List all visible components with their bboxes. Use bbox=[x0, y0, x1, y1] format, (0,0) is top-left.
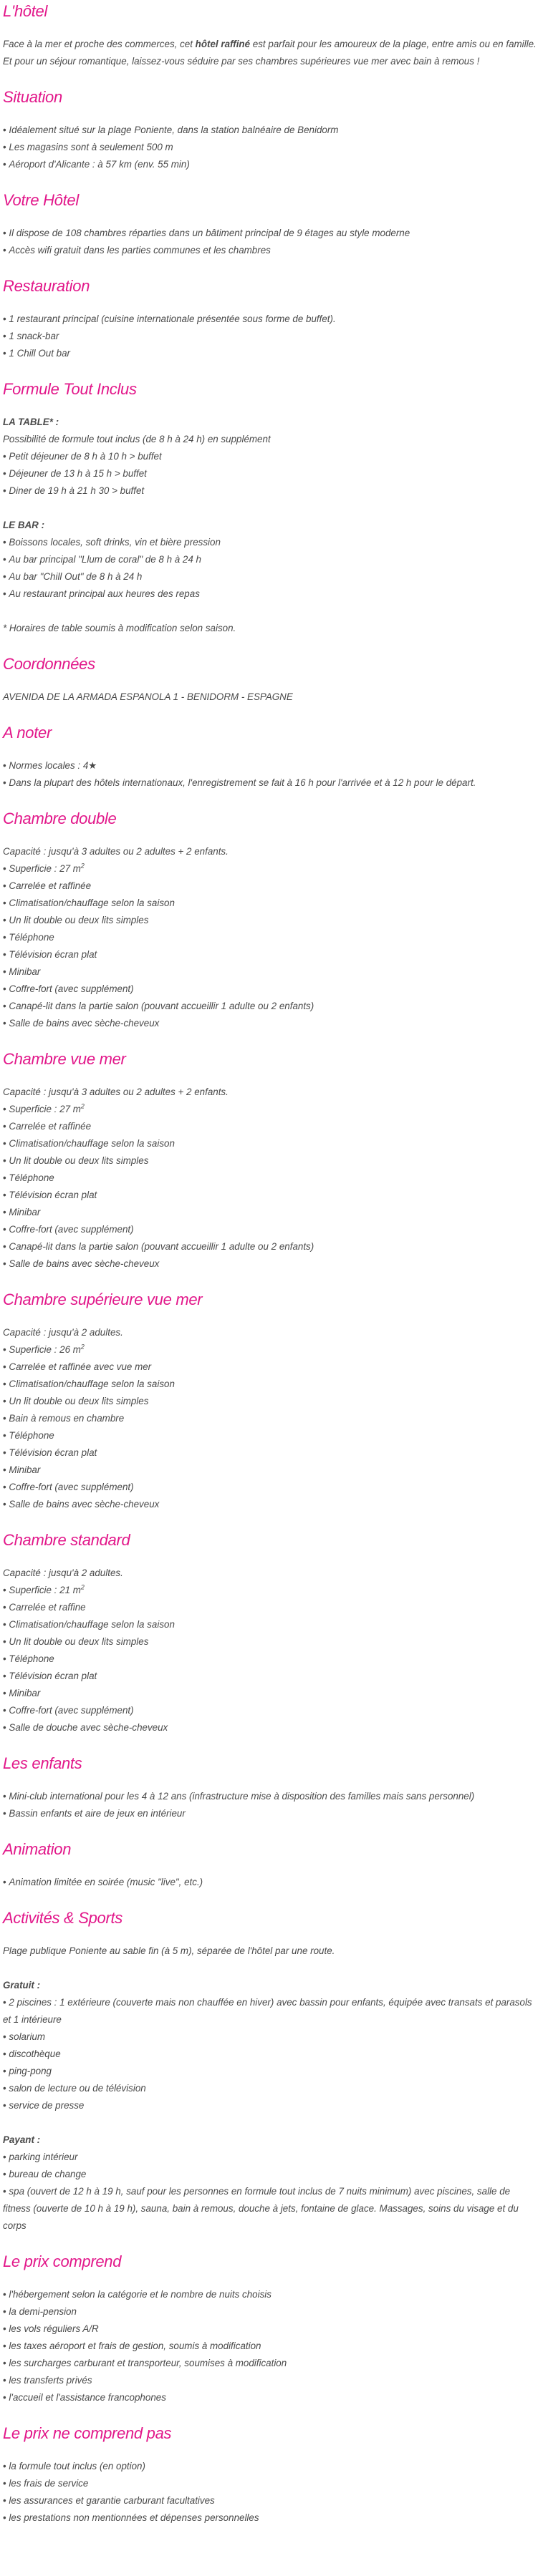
room-capacity: Capacité : jusqu'à 3 adultes ou 2 adultes + 2 enfants. bbox=[3, 846, 229, 857]
list-item: • parking intérieur bbox=[3, 2149, 540, 2166]
list-item: • Climatisation/chauffage selon la saison bbox=[3, 1376, 540, 1393]
formule-bar-list bbox=[3, 534, 540, 603]
list-item: • Coffre-fort (avec supplément) bbox=[3, 1702, 540, 1719]
formule-table-list bbox=[3, 448, 540, 500]
section-animation bbox=[3, 1839, 540, 1891]
list-item: • Bassin enfants et aire de jeux en intérieur bbox=[3, 1805, 540, 1822]
list-item: • ping-pong bbox=[3, 2063, 540, 2080]
room-features-list bbox=[3, 860, 540, 878]
list-item: • spa (ouvert de 12 h à 19 h, sauf pour les personnes en formule tout inclus de 7 nuits minimum) avec piscines, salle de fitness (ouverte de 10 h à 19 h), sauna, bain à remous, douche à jets, fontaine de glace. Massages, soins du visage et du corps bbox=[3, 2183, 540, 2235]
formule-bar-heading: LE BAR : bbox=[3, 520, 45, 530]
list-item: • Carrelée et raffinée bbox=[3, 1118, 540, 1135]
section-prix-comprend bbox=[3, 2252, 540, 2406]
list-item: • service de presse bbox=[3, 2097, 540, 2114]
room-features-list bbox=[3, 1359, 540, 1513]
list-item: • 1 restaurant principal (cuisine internationale présentée sous forme de buffet). bbox=[3, 311, 540, 328]
list-item: • Minibar bbox=[3, 1685, 540, 1702]
list-item: • Aéroport d'Alicante : à 57 km (env. 55 min) bbox=[3, 156, 540, 173]
room-surface-text: Superficie : 21 m bbox=[9, 1585, 81, 1595]
activites-paid-heading: Payant : bbox=[3, 2134, 41, 2145]
list-item: • l'hébergement selon la catégorie et le nombre de nuits choisis bbox=[3, 2286, 540, 2303]
list-item: • Les magasins sont à seulement 500 m bbox=[3, 139, 540, 156]
section-title-coordonnees: Coordonnées bbox=[3, 655, 95, 673]
list-item: • Idéalement situé sur la plage Poniente, dans la station balnéaire de Benidorm bbox=[3, 122, 540, 139]
list-item: • Un lit double ou deux lits simples bbox=[3, 1152, 540, 1170]
list-item: • Déjeuner de 13 h à 15 h > buffet bbox=[3, 465, 540, 482]
spacer bbox=[3, 2114, 540, 2132]
list-item: • Climatisation/chauffage selon la saison bbox=[3, 1135, 540, 1152]
list-item: • Téléphone bbox=[3, 929, 540, 946]
section-title-prix-ne-comprend: Le prix ne comprend pas bbox=[3, 2424, 172, 2442]
room-surface-text: Superficie : 26 m bbox=[9, 1344, 81, 1355]
list-item: • les frais de service bbox=[3, 2475, 540, 2492]
activites-free-heading: Gratuit : bbox=[3, 1980, 41, 1991]
room-features-list bbox=[3, 1118, 540, 1273]
list-item: • Salle de bains avec sèche-cheveux bbox=[3, 1255, 540, 1273]
list-item: • Télévision écran plat bbox=[3, 1187, 540, 1204]
list-item: • Télévision écran plat bbox=[3, 1668, 540, 1685]
hotel-intro bbox=[3, 36, 540, 70]
list-item: • Au bar principal "Llum de coral" de 8 h à 24 h bbox=[3, 551, 540, 568]
list-item: • Téléphone bbox=[3, 1427, 540, 1444]
room-surface-text: Superficie : 27 m bbox=[9, 1104, 81, 1114]
hotel-intro-end: est parfait pour les amoureux de la plage, entre amis ou en famille. Et pour un séjour romantique, laissez-vous séduire par ses chambres supérieures vue mer avec bain à remous ! bbox=[3, 39, 537, 67]
section-chambre-vue-mer bbox=[3, 1049, 540, 1273]
section-title-restauration: Restauration bbox=[3, 277, 90, 295]
room-surface: • Superficie : 21 $m^2$ bbox=[3, 1582, 540, 1599]
room-capacity: Capacité : jusqu'à 2 adultes. bbox=[3, 1327, 123, 1338]
activites-paid-list bbox=[3, 2149, 540, 2235]
list-item: • Carrelée et raffine bbox=[3, 1599, 540, 1616]
room-capacity: Capacité : jusqu'à 3 adultes ou 2 adultes + 2 enfants. bbox=[3, 1087, 229, 1097]
a-noter-list bbox=[3, 757, 540, 792]
room-features-list bbox=[3, 878, 540, 1032]
section-title-chambre-double: Chambre double bbox=[3, 810, 117, 827]
list-item: • Coffre-fort (avec supplément) bbox=[3, 1479, 540, 1496]
list-item: • 1 snack-bar bbox=[3, 328, 540, 345]
list-item: • Téléphone bbox=[3, 1170, 540, 1187]
list-item: • salon de lecture ou de télévision bbox=[3, 2080, 540, 2097]
list-item: • Bain à remous en chambre bbox=[3, 1410, 540, 1427]
list-item: • Carrelée et raffinée bbox=[3, 878, 540, 895]
votre-hotel-list bbox=[3, 225, 540, 259]
section-title-chambre-standard: Chambre standard bbox=[3, 1531, 130, 1549]
list-item: • Diner de 19 h à 21 h 30 > buffet bbox=[3, 482, 540, 500]
activites-intro: Plage publique Poniente au sable fin (à 5 m), séparée de l'hôtel par une route. bbox=[3, 1945, 335, 1956]
list-item: • Coffre-fort (avec supplément) bbox=[3, 981, 540, 998]
section-title-votre-hotel: Votre Hôtel bbox=[3, 191, 79, 209]
section-prix-ne-comprend bbox=[3, 2424, 540, 2527]
list-item: • Un lit double ou deux lits simples bbox=[3, 1393, 540, 1410]
section-enfants bbox=[3, 1754, 540, 1822]
list-item: • Salle de bains avec sèche-cheveux bbox=[3, 1496, 540, 1513]
section-chambre-superieure bbox=[3, 1290, 540, 1513]
situation-list bbox=[3, 122, 540, 173]
section-a-noter bbox=[3, 723, 540, 792]
list-item: • les prestations non mentionnées et dépenses personnelles bbox=[3, 2509, 540, 2527]
list-item: • Dans la plupart des hôtels internationaux, l'enregistrement se fait à 16 h pour l'arrivée et à 12 h pour le départ. bbox=[3, 774, 540, 792]
formule-table-intro: Possibilité de formule tout inclus (de 8 h à 24 h) en supplément bbox=[3, 434, 271, 444]
spacer bbox=[3, 500, 540, 517]
list-item: • 2 piscines : 1 extérieure (couverte mais non chauffée en hiver) avec bassin pour enfants, équipée avec transats et parasols et 1 intérieure bbox=[3, 1994, 540, 2028]
formule-table-heading: LA TABLE* : bbox=[3, 417, 59, 427]
list-item: • Minibar bbox=[3, 963, 540, 981]
address: AVENIDA DE LA ARMADA ESPANOLA 1 - BENIDORM - ESPAGNE bbox=[3, 691, 293, 702]
section-title-activites: Activités & Sports bbox=[3, 1909, 122, 1927]
room-surface: • Superficie : 26 $m^2$ bbox=[3, 1341, 540, 1359]
list-item: • Accès wifi gratuit dans les parties communes et les chambres bbox=[3, 242, 540, 259]
hotel-intro-start: Face à la mer et proche des commerces, cet bbox=[3, 39, 196, 49]
list-item: • Normes locales : 4★ bbox=[3, 757, 540, 774]
section-situation bbox=[3, 87, 540, 173]
section-chambre-standard bbox=[3, 1530, 540, 1736]
list-item: • discothèque bbox=[3, 2046, 540, 2063]
section-title-formule: Formule Tout Inclus bbox=[3, 380, 137, 398]
list-item: • bureau de change bbox=[3, 2166, 540, 2183]
section-title-hotel: L'hôtel bbox=[3, 2, 48, 20]
room-features-list bbox=[3, 1341, 540, 1359]
list-item: • Un lit double ou deux lits simples bbox=[3, 1633, 540, 1651]
list-item: • la demi-pension bbox=[3, 2303, 540, 2320]
list-item: • Télévision écran plat bbox=[3, 1444, 540, 1462]
list-item: • Carrelée et raffinée avec vue mer bbox=[3, 1359, 540, 1376]
list-item: • Minibar bbox=[3, 1204, 540, 1221]
section-votre-hotel bbox=[3, 190, 540, 259]
list-item: • Climatisation/chauffage selon la saison bbox=[3, 1616, 540, 1633]
section-restauration bbox=[3, 276, 540, 362]
list-item: • Au restaurant principal aux heures des repas bbox=[3, 585, 540, 603]
animation-list bbox=[3, 1874, 540, 1891]
list-item: • Boissons locales, soft drinks, vin et bière pression bbox=[3, 534, 540, 551]
list-item: • Au bar "Chill Out" de 8 h à 24 h bbox=[3, 568, 540, 585]
list-item: • Salle de bains avec sèche-cheveux bbox=[3, 1015, 540, 1032]
section-coordonnees bbox=[3, 654, 540, 706]
section-title-chambre-vue-mer: Chambre vue mer bbox=[3, 1050, 126, 1068]
section-formule bbox=[3, 379, 540, 637]
list-item: • solarium bbox=[3, 2028, 540, 2046]
list-item: • Animation limitée en soirée (music "live", etc.) bbox=[3, 1874, 540, 1891]
section-title-animation: Animation bbox=[3, 1840, 72, 1858]
section-title-prix-comprend: Le prix comprend bbox=[3, 2252, 122, 2270]
list-item: • Mini-club international pour les 4 à 12 ans (infrastructure mise à disposition des familles mais sans personnel) bbox=[3, 1788, 540, 1805]
list-item: • Minibar bbox=[3, 1462, 540, 1479]
list-item: • les surcharges carburant et transporteur, soumises à modification bbox=[3, 2355, 540, 2372]
list-item: • Salle de douche avec sèche-cheveux bbox=[3, 1719, 540, 1736]
section-title-a-noter: A noter bbox=[3, 724, 52, 742]
enfants-list bbox=[3, 1788, 540, 1822]
formule-note: * Horaires de table soumis à modification selon saison. bbox=[3, 623, 236, 633]
room-surface: • Superficie : 27 $m^2$ bbox=[3, 860, 540, 878]
list-item: • Télévision écran plat bbox=[3, 946, 540, 963]
list-item: • les taxes aéroport et frais de gestion, soumis à modification bbox=[3, 2338, 540, 2355]
list-item: • Petit déjeuner de 8 h à 10 h > buffet bbox=[3, 448, 540, 465]
section-title-situation: Situation bbox=[3, 88, 62, 106]
room-capacity: Capacité : jusqu'à 2 adultes. bbox=[3, 1568, 123, 1578]
list-item: • Canapé-lit dans la partie salon (pouvant accueillir 1 adulte ou 2 enfants) bbox=[3, 998, 540, 1015]
list-item: • les transferts privés bbox=[3, 2372, 540, 2389]
list-item: • Canapé-lit dans la partie salon (pouvant accueillir 1 adulte ou 2 enfants) bbox=[3, 1238, 540, 1255]
list-item: • l'accueil et l'assistance francophones bbox=[3, 2389, 540, 2406]
spacer bbox=[3, 1960, 540, 1977]
list-item: • Un lit double ou deux lits simples bbox=[3, 912, 540, 929]
list-item: • les assurances et garantie carburant facultatives bbox=[3, 2492, 540, 2509]
section-chambre-double bbox=[3, 809, 540, 1032]
section-hotel bbox=[3, 1, 540, 70]
room-surface: • Superficie : 27 $m^2$ bbox=[3, 1101, 540, 1118]
restauration-list bbox=[3, 311, 540, 362]
spacer bbox=[3, 603, 540, 620]
list-item: • Coffre-fort (avec supplément) bbox=[3, 1221, 540, 1238]
room-features-list bbox=[3, 1599, 540, 1736]
list-item: • Téléphone bbox=[3, 1651, 540, 1668]
list-item: • les vols réguliers A/R bbox=[3, 2320, 540, 2338]
activites-free-list bbox=[3, 1994, 540, 2114]
list-item: • Climatisation/chauffage selon la saison bbox=[3, 895, 540, 912]
list-item: • la formule tout inclus (en option) bbox=[3, 2458, 540, 2475]
room-features-list bbox=[3, 1101, 540, 1118]
prix-comprend-list bbox=[3, 2286, 540, 2406]
hotel-intro-bold: hôtel raffiné bbox=[195, 39, 251, 49]
prix-ne-comprend-list bbox=[3, 2458, 540, 2527]
section-title-chambre-superieure: Chambre supérieure vue mer bbox=[3, 1291, 203, 1308]
list-item: • 1 Chill Out bar bbox=[3, 345, 540, 362]
section-title-enfants: Les enfants bbox=[3, 1754, 82, 1772]
room-features-list bbox=[3, 1582, 540, 1599]
list-item: • Il dispose de 108 chambres réparties dans un bâtiment principal de 9 étages au style moderne bbox=[3, 225, 540, 242]
room-surface-text: Superficie : 27 m bbox=[9, 863, 81, 874]
section-activites bbox=[3, 1908, 540, 2235]
